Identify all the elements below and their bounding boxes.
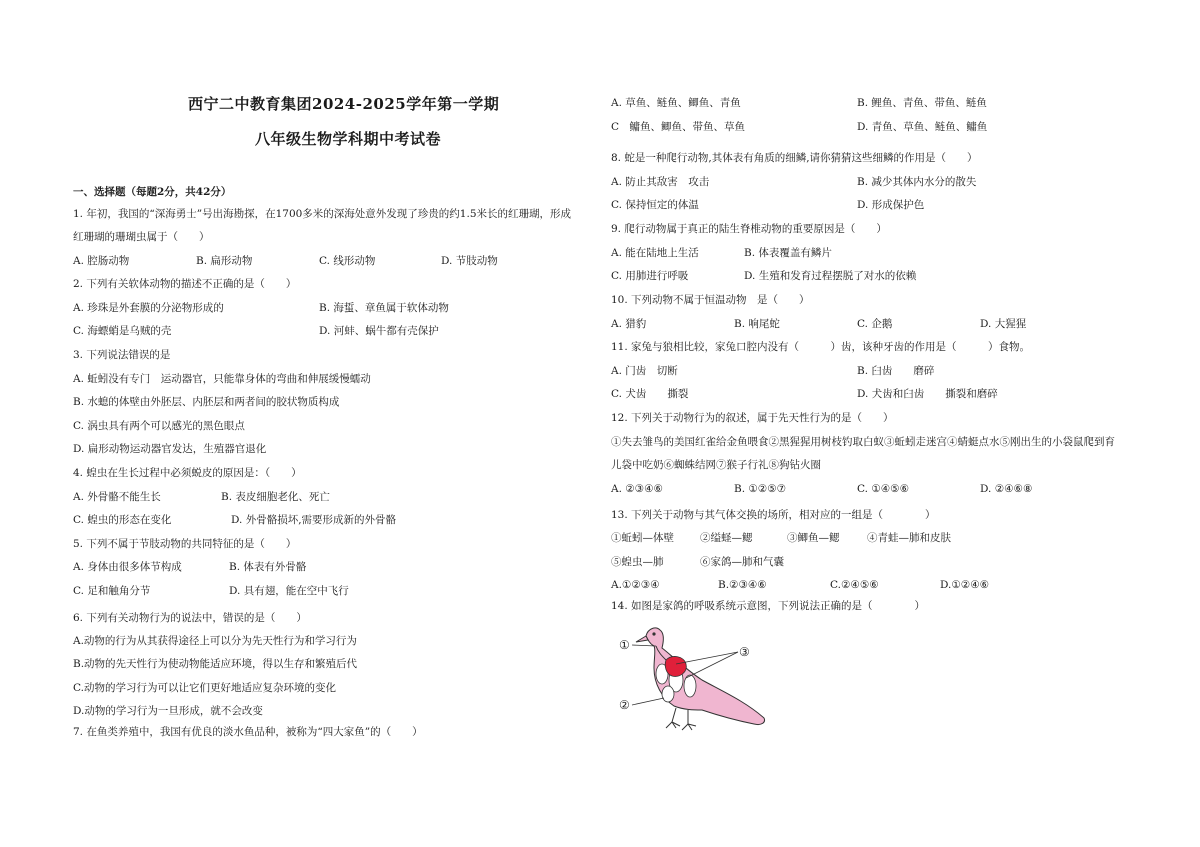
option-12d: D. ②④⑥⑧ bbox=[980, 483, 1033, 495]
option-5d: D. 具有翅，能在空中飞行 bbox=[229, 585, 349, 597]
option-11d: D. 犬齿和臼齿 撕裂和磨碎 bbox=[857, 388, 998, 400]
pigeon-leg bbox=[666, 708, 680, 728]
question-12-items-2: 儿袋中吃奶⑥蜘蛛结网⑦猴子行礼⑧狗钻火圈 bbox=[611, 459, 821, 471]
option-2c: C. 海螵蛸是乌贼的壳 bbox=[73, 325, 172, 337]
question-12: 12. 下列关于动物行为的叙述，属于先天性行为的是（ ） bbox=[611, 412, 894, 424]
option-6a: A.动物的行为从其获得途径上可以分为先天性行为和学习行为 bbox=[73, 635, 357, 647]
question-13-item-4: ④青蛙—肺和皮肤 bbox=[867, 532, 951, 544]
option-9c: C. 用肺进行呼吸 bbox=[611, 270, 689, 282]
exam-title: 西宁二中教育集团2024-2025学年第一学期 bbox=[188, 95, 500, 113]
option-8c: C. 保持恒定的体温 bbox=[611, 199, 699, 211]
option-7b: B. 鲤鱼、青鱼、带鱼、鲢鱼 bbox=[857, 97, 987, 109]
option-7c: C 鳙鱼、鲫鱼、带鱼、草鱼 bbox=[611, 121, 746, 133]
option-10a: A. 猎豹 bbox=[611, 318, 647, 330]
option-3b: B. 水螅的体壁由外胚层、内胚层和两者间的胶状物质构成 bbox=[73, 396, 340, 408]
question-5: 5. 下列不属于节肢动物的共同特征的是（ ） bbox=[73, 538, 297, 550]
question-8: 8. 蛇是一种爬行动物,其体表有角质的细鳞,请你猜猜这些细鳞的作用是（ ） bbox=[611, 152, 978, 164]
option-10b: B. 响尾蛇 bbox=[734, 318, 780, 330]
option-6c: C.动物的学习行为可以让它们更好地适应复杂环境的变化 bbox=[73, 682, 336, 694]
option-11a: A. 门齿 切断 bbox=[611, 365, 678, 377]
option-12c: C. ①④⑤⑥ bbox=[857, 483, 909, 495]
option-12b: B. ①②⑤⑦ bbox=[734, 483, 787, 495]
question-13-item-1: ①蚯蚓—体壁 bbox=[611, 532, 674, 544]
question-3: 3. 下列说法错误的是 bbox=[73, 349, 171, 361]
option-13d: D.①②④⑥ bbox=[940, 579, 990, 591]
question-1: 1. 年初，我国的“深海勇士”号出海勘探，在1700多米的深海处意外发现了珍贵的约1.5米长的红珊瑚，形成 bbox=[73, 208, 572, 220]
exam-subtitle: 八年级生物学科期中考试卷 bbox=[255, 130, 442, 148]
leader-line-3 bbox=[686, 652, 738, 678]
question-4: 4. 蝗虫在生长过程中必须蜕皮的原因是：（ ） bbox=[73, 467, 302, 479]
option-4c: C. 蝗虫的形态在变化 bbox=[73, 514, 172, 526]
option-8b: B. 减少其体内水分的散失 bbox=[857, 176, 977, 188]
label-3: ③ bbox=[739, 645, 750, 659]
pigeon-eye bbox=[652, 632, 655, 635]
question-13: 13. 下列关于动物与其气体交换的场所，相对应的一组是（ ） bbox=[611, 509, 936, 521]
option-6b: B.动物的先天性行为使动物能适应环境，得以生存和繁殖后代 bbox=[73, 658, 358, 670]
question-1-cont: 红珊瑚的珊瑚虫属于（ ） bbox=[73, 231, 210, 243]
option-2a: A. 珍珠是外套膜的分泌物形成的 bbox=[73, 302, 224, 314]
label-2: ② bbox=[619, 698, 630, 712]
option-9d: D. 生殖和发育过程摆脱了对水的依赖 bbox=[744, 270, 917, 282]
question-13-item-5: ⑤蝗虫—肺 bbox=[611, 556, 664, 568]
option-1b: B. 扁形动物 bbox=[196, 255, 253, 267]
option-8a: A. 防止其敌害 攻击 bbox=[611, 176, 710, 188]
question-11: 11. 家兔与狼相比较，家兔口腔内没有（ ）齿，该种牙齿的作用是（ ）食物。 bbox=[611, 341, 1031, 353]
option-11c: C. 犬齿 撕裂 bbox=[611, 388, 689, 400]
label-1: ① bbox=[619, 638, 630, 652]
option-3d: D. 扁形动物运动器官发达，生殖器官退化 bbox=[73, 443, 267, 455]
lungs bbox=[665, 657, 686, 677]
question-13-item-2: ②缢蛏—鳃 bbox=[700, 532, 753, 544]
option-9b: B. 体表覆盖有鳞片 bbox=[744, 247, 832, 259]
option-7a: A. 草鱼、鲢鱼、鲫鱼、青鱼 bbox=[611, 97, 741, 109]
option-2b: B. 海蜇、章鱼属于软体动物 bbox=[319, 302, 449, 314]
option-4a: A. 外骨骼不能生长 bbox=[73, 491, 161, 503]
question-12-items-1: ①失去雏鸟的美国红雀给金鱼喂食②黑猩猩用树枝钓取白蚁③蚯蚓走迷宫④蜻蜓点水⑤刚出生的小袋鼠爬到育 bbox=[611, 436, 1115, 448]
question-13-item-3: ③鲫鱼—鳃 bbox=[787, 532, 840, 544]
option-4d: D. 外骨骼损坏,需要形成新的外骨骼 bbox=[231, 514, 397, 526]
option-4b: B. 表皮细胞老化、死亡 bbox=[221, 491, 330, 503]
section-heading: 一、选择题（每题2分，共42分） bbox=[73, 186, 232, 198]
pigeon-beak bbox=[636, 636, 648, 642]
question-10: 10. 下列动物不属于恒温动物 是（ ） bbox=[611, 294, 810, 306]
option-6d: D.动物的学习行为一旦形成，就不会改变 bbox=[73, 705, 263, 717]
option-12a: A. ②③④⑥ bbox=[611, 483, 663, 495]
question-7: 7. 在鱼类养殖中，我国有优良的淡水鱼品种，被称为“四大家鱼”的（ ） bbox=[73, 726, 423, 738]
option-13c: C.②④⑤⑥ bbox=[830, 579, 879, 591]
option-9a: A. 能在陆地上生活 bbox=[611, 247, 699, 259]
question-14: 14. 如图是家鸽的呼吸系统示意图，下列说法正确的是（ ） bbox=[611, 600, 926, 612]
option-11b: B. 臼齿 磨碎 bbox=[857, 365, 935, 377]
pigeon-leg bbox=[682, 710, 696, 730]
option-13b: B.②③④⑥ bbox=[718, 579, 767, 591]
option-1d: D. 节肢动物 bbox=[441, 255, 498, 267]
option-8d: D. 形成保护色 bbox=[857, 199, 925, 211]
option-3a: A. 蚯蚓没有专门 运动器官，只能靠身体的弯曲和伸展缓慢蠕动 bbox=[73, 373, 371, 385]
question-13-item-6: ⑥家鸽—肺和气囊 bbox=[700, 556, 784, 568]
option-3c: C. 涡虫具有两个可以感光的黑色眼点 bbox=[73, 420, 245, 432]
option-10d: D. 大猩猩 bbox=[980, 318, 1027, 330]
option-1a: A. 腔肠动物 bbox=[73, 255, 130, 267]
question-2: 2. 下列有关软体动物的描述不正确的是（ ） bbox=[73, 278, 297, 290]
air-sac bbox=[684, 675, 696, 697]
question-6: 6. 下列有关动物行为的说法中，错误的是（ ） bbox=[73, 612, 307, 624]
option-7d: D. 青鱼、草鱼、鲢鱼、鳙鱼 bbox=[857, 121, 988, 133]
option-5a: A. 身体由很多体节构成 bbox=[73, 561, 182, 573]
option-2d: D. 河蚌、蜗牛都有壳保护 bbox=[319, 325, 439, 337]
question-9: 9. 爬行动物属于真正的陆生脊椎动物的重要原因是（ ） bbox=[611, 223, 887, 235]
pigeon-respiratory-diagram bbox=[614, 618, 780, 736]
air-sac bbox=[662, 686, 674, 702]
option-5c: C. 足和触角分节 bbox=[73, 585, 151, 597]
option-1c: C. 线形动物 bbox=[319, 255, 376, 267]
option-10c: C. 企鹅 bbox=[857, 318, 893, 330]
option-5b: B. 体表有外骨骼 bbox=[229, 561, 307, 573]
leader-line-3 bbox=[676, 652, 738, 664]
leader-line-2 bbox=[632, 698, 664, 705]
option-13a: A.①②③④ bbox=[611, 579, 660, 591]
